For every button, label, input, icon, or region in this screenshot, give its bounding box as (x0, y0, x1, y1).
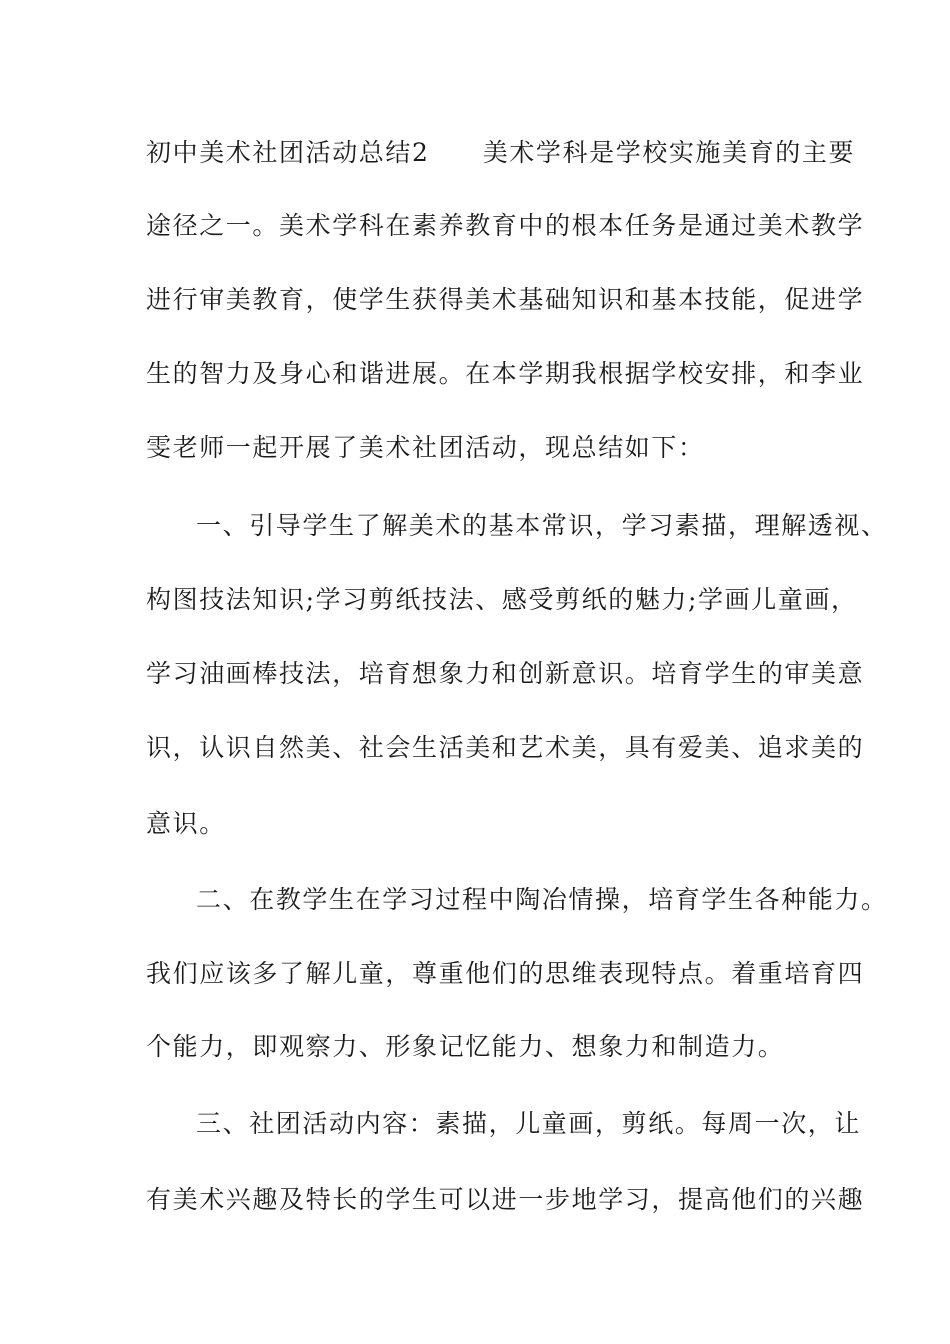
text-line: 意识。 (146, 809, 226, 838)
text-line: 途径之一。美术学科在素养教育中的根本任务是通过美术教学 (146, 211, 865, 240)
text-line: 一、引导学生了解美术的基本常识，学习素描，理解透视、 (196, 511, 888, 540)
text-line: 个能力，即观察力、形象记忆能力、想象力和制造力。 (146, 1032, 785, 1061)
text-line: 有美术兴趣及特长的学生可以进一步地学习，提高他们的兴趣 (146, 1185, 865, 1214)
text-line: 三、社团活动内容：素描，儿童画，剪纸。每周一次，让 (196, 1109, 862, 1138)
text-line: 生的智力及身心和谐进展。在本学期我根据学校安排，和李业 (146, 359, 865, 388)
text-line: 学习油画棒技法，培育想象力和创新意识。培育学生的审美意 (146, 659, 865, 688)
text-line: 构图技法知识;学习剪纸技法、感受剪纸的魅力;学画儿童画， (146, 585, 858, 614)
text-line: 初中美术社团活动总结2 美术学科是学校实施美育的主要 (146, 138, 856, 167)
text-line: 二、在教学生在学习过程中陶冶情操，培育学生各种能力。 (196, 885, 888, 914)
text-line: 进行审美教育，使学生获得美术基础知识和基本技能，促进学 (146, 285, 865, 314)
text-line: 识，认识自然美、社会生活美和艺术美，具有爱美、追求美的 (146, 733, 865, 762)
text-line: 雯老师一起开展了美术社团活动，现总结如下： (146, 433, 705, 462)
text-line: 我们应该多了解儿童，尊重他们的思维表现特点。着重培育四 (146, 959, 865, 988)
